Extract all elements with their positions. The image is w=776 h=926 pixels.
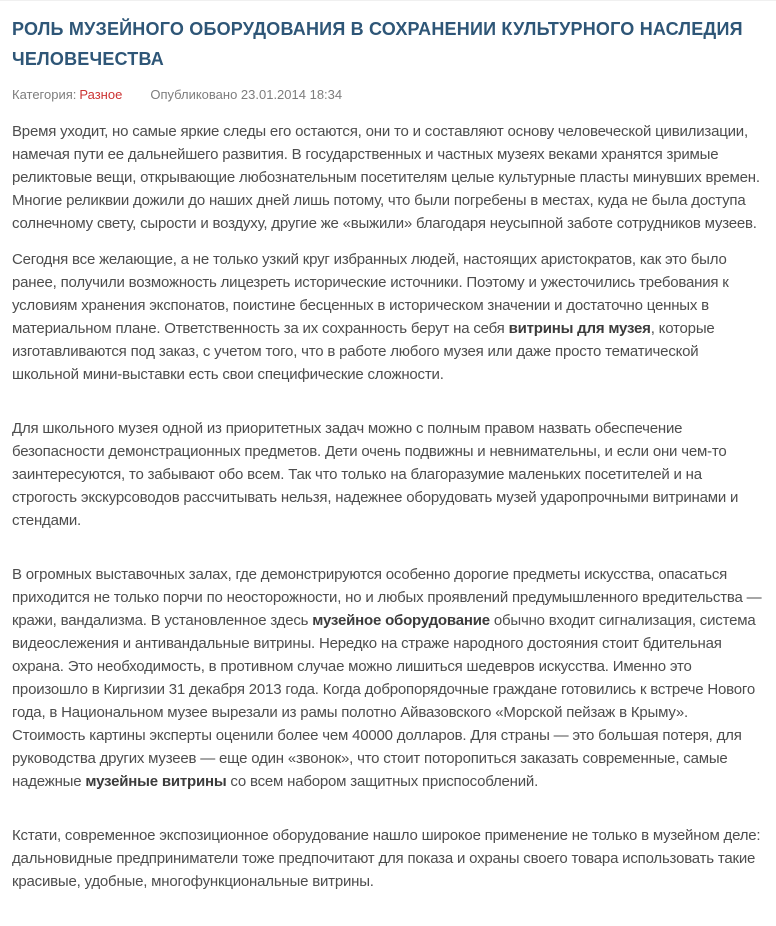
article-meta [12, 87, 762, 103]
paragraph-text: Кстати, современное экспозиционное оборудование нашло широкое применение не только в музейном деле: дальновидные предприниматели тоже предпочитают для показа и охраны своего товара использовать такие красивые, удобные, многофункциональные витрины. [12, 827, 761, 890]
bold-keyword: музейные витрины [85, 773, 227, 790]
bold-keyword: музейное оборудование [312, 612, 490, 629]
paragraph [12, 120, 762, 235]
bold-keyword: витрины для музея [508, 320, 651, 337]
paragraph-text: Сегодня все желающие, а не только узкий круг избранных людей, настоящих аристократов, как это было ранее, получили возможность лицезреть исторические источники. Поэтому и ужесточились требования к условиям хранения экспонатов, поистине бесценных в историческом значении и достаточно ценных в материальном плане. Ответственность за их сохранность берут на себя [12, 251, 729, 337]
paragraph-text: , которые изготавливаются под заказ, с учетом того, что в работе любого музея или даже просто тематической школьной мини-выставки есть свои специфические сложности. [12, 320, 715, 383]
paragraph [12, 824, 762, 893]
category-link[interactable]: Разное [79, 87, 123, 102]
paragraph-text: со всем набором защитных приспособлений. [226, 773, 539, 790]
category-label: Категория: [12, 87, 77, 102]
paragraph-text: Время уходит, но самые яркие следы его остаются, они то и составляют основу человеческой цивилизации, намечая пути ее дальнейшего развития. В государственных и частных музеях веками хранятся зримые реликтовые вещи, открывающие любознательным посетителям целые культурные пласты минувших времен. Многие реликвии дожили до наших дней лишь потому, что были погребены в местах, куда не была доступа солнечному свету, сырости и воздуху, другие же «выжили» благодаря неусыпной заботе сотрудников музеев. [12, 123, 760, 232]
published-date: Опубликовано 23.01.2014 18:34 [150, 87, 343, 102]
paragraph [12, 563, 762, 793]
paragraph-text: В огромных выставочных залах, где демонстрируются особенно дорогие предметы искусства, опасаться приходится не только порчи по неосторожности, но и любых проявлений предумышленного вредительства — кражи, вандализма. В установленное здесь [12, 566, 762, 629]
article-body [12, 120, 762, 893]
article-page [0, 1, 776, 926]
paragraph-text: Для школьного музея одной из приоритетных задач можно с полным правом назвать обеспечение безопасности демонстрационных предметов. Дети очень подвижны и невнимательны, и если они чем-то заинтересуются, то забывают обо всем. Так что только на благоразумие маленьких посетителей и на строгость экскурсоводов рассчитывать нельзя, надежнее оборудовать музей ударопрочными витринами и стендами. [12, 420, 739, 529]
paragraph [12, 417, 762, 532]
paragraph [12, 248, 762, 386]
paragraph-text: обычно входит сигнализация, система видеослежения и антивандальные витрины. Нередко на страже народного достояния стоит бдительная охрана. Это необходимость, в противном случае можно лишиться шедевров искусства. Именно это произошло в Киргизии 31 декабря 2013 года. Когда добропорядочные граждане готовились к встрече Нового года, в Национальном музее вырезали из рамы полотно Айвазовского «Морской пейзаж в Крыму». Стоимость картины эксперты оценили более чем 40000 долларов. Для страны — это большая потеря, для руководства других музеев — еще один «звонок», что стоит поторопиться заказать современные, самые надежные [12, 612, 756, 790]
page-title: РОЛЬ МУЗЕЙНОГО ОБОРУДОВАНИЯ В СОХРАНЕНИИ КУЛЬТУРНОГО НАСЛЕДИЯ ЧЕЛОВЕЧЕСТВА [12, 19, 743, 69]
